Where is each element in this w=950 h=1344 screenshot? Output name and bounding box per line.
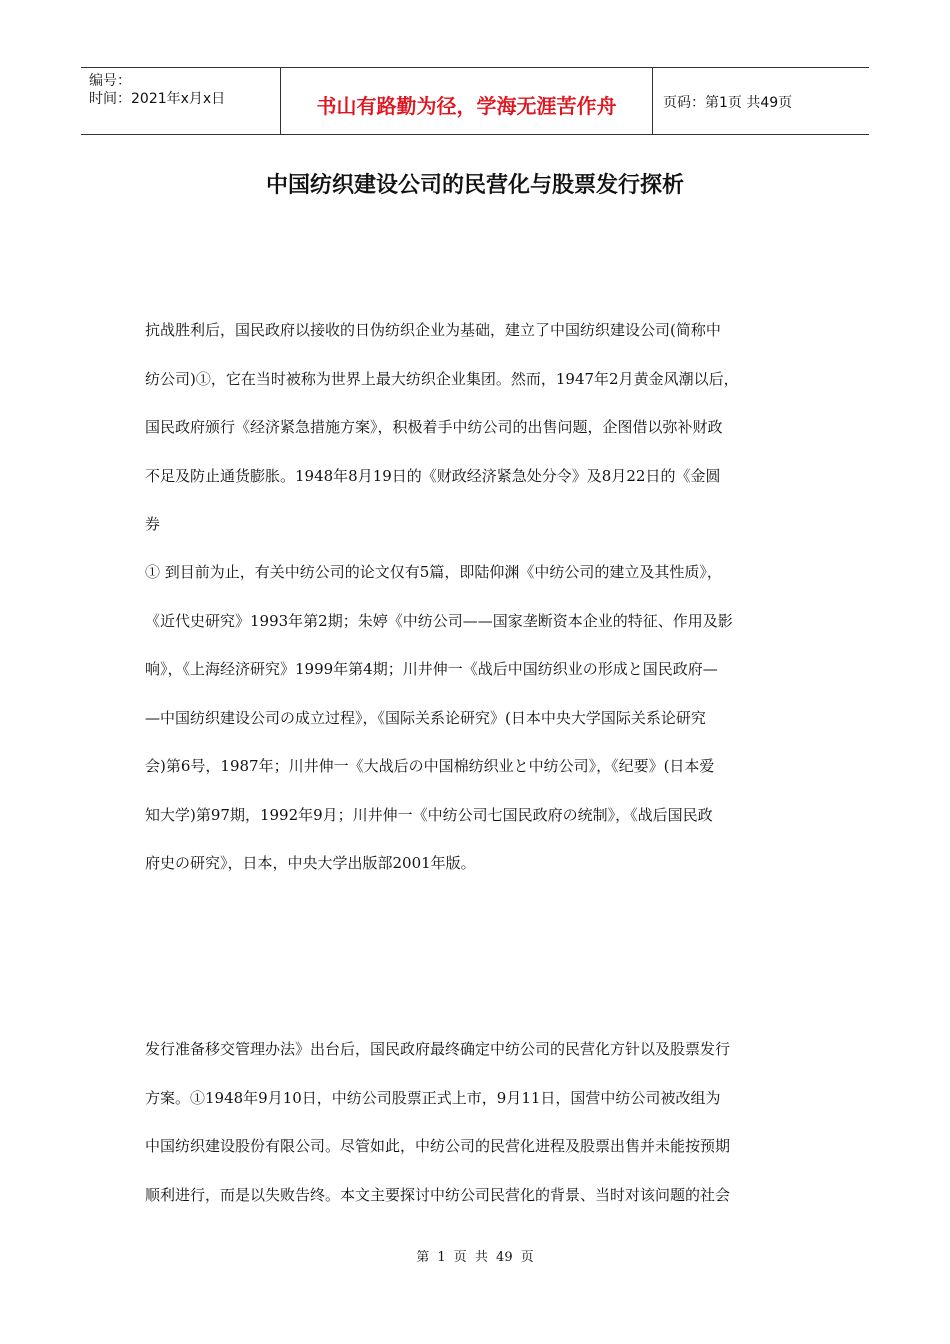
paragraph-1 — [145, 306, 805, 549]
text-line: —中国纺织建设公司の成立过程》，《国际关系论研究》(日本中央大学国际关系论研究 — [145, 708, 706, 727]
header-motto: 书山有路勤为径，学海无涯苦作舟 — [281, 68, 653, 134]
text-line: 府史の研究》，日本，中央大学出版部2001年版。 — [145, 854, 476, 872]
text-line: ① 到目前为止，有关中纺公司的论文仅有5篇，即陆仰渊《中纺公司的建立及其性质》， — [145, 563, 722, 581]
document-header — [81, 67, 869, 135]
text-line: 顺利进行，而是以失败告终。本文主要探讨中纺公司民营化的背景、当时对该问题的社会 — [145, 1185, 731, 1204]
text-line: 方案。①1948年9月10日，中纺公司股票正式上市，9月11日，国营中纺公司被改组为 — [145, 1088, 721, 1107]
text-line: 会)第6号，1987年；川井伸一《大战后の中国棉纺织业と中纺公司》，《纪要》(日本爱 — [145, 757, 715, 775]
time-label: 时间：2021年x月x日 — [89, 91, 226, 107]
paragraph-3 — [145, 1025, 805, 1219]
page-footer: 第 1 页 共 49 页 — [416, 1250, 534, 1265]
text-line: 抗战胜利后，国民政府以接收的日伪纺织企业为基础，建立了中国纺织建设公司(简称中 — [145, 321, 721, 339]
text-line: 知大学)第97期，1992年9月；川井伸一《中纺公司七国民政府の统制》，《战后国民政 — [145, 805, 713, 824]
text-line: 国民政府颁行《经济紧急措施方案》，积极着手中纺公司的出售问题，企图借以弥补财政 — [145, 418, 723, 436]
text-line: 纺公司)①，它在当时被称为世界上最大纺织企业集团。然而，1947年2月黄金风潮以后， — [145, 369, 739, 388]
text-line: 发行准备移交管理办法》出台后，国民政府最终确定中纺公司的民营化方针以及股票发行 — [145, 1040, 731, 1058]
header-meta — [81, 68, 281, 134]
text-line: 中国纺织建设股份有限公司。尽管如此，中纺公司的民营化进程及股票出售并未能按预期 — [145, 1137, 731, 1155]
code-label: 编号： — [89, 73, 131, 89]
document-title: 中国纺织建设公司的民营化与股票发行探析 — [265, 173, 684, 198]
text-line: 响》，《上海经济研究》1999年第4期；川井伸一《战后中国纺织业の形成と国民政府— — [145, 660, 718, 678]
text-line: 券 — [145, 515, 161, 533]
text-line: 不足及防止通货膨胀。1948年8月19日的《财政经济紧急处分令》及8月22日的《金圆 — [145, 466, 721, 485]
footnote-paragraph — [145, 548, 805, 888]
header-page-info: 页码：第1页 共49页 — [663, 95, 793, 111]
text-line: 《近代史研究》1993年第2期；朱婷《中纺公司——国家垄断资本企业的特征、作用及影 — [145, 611, 733, 630]
